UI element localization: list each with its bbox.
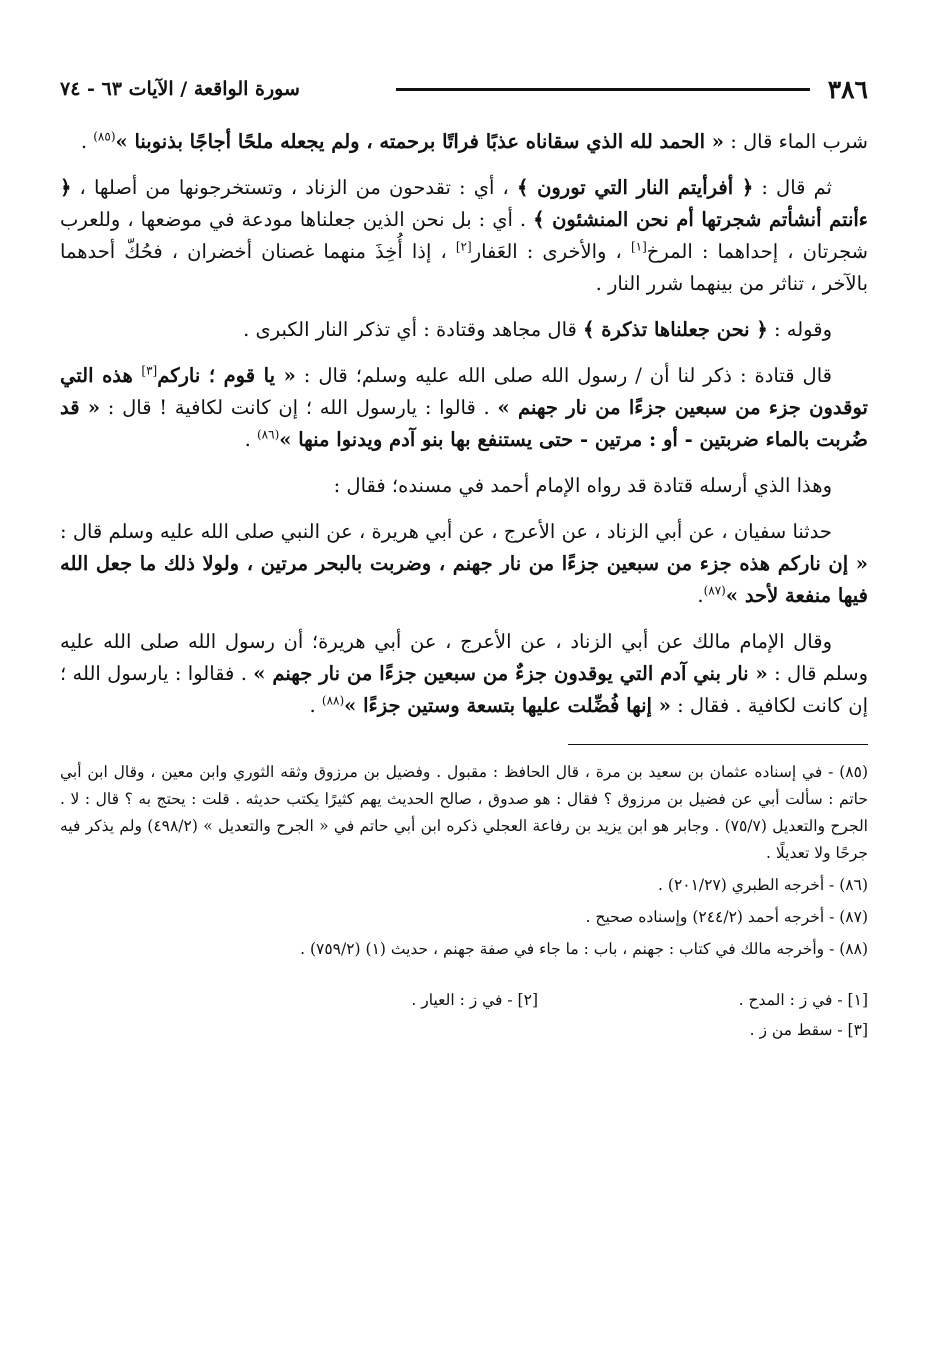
footnote-ref[interactable]: (٨٨) [321, 693, 345, 708]
header-rule [396, 88, 810, 91]
text-span: . [244, 428, 257, 451]
text-span: ثم قال : [753, 176, 832, 199]
text-span: وهذا الذي أرسله قتادة قد رواه الإمام أحمد في مسنده؛ فقال : [333, 474, 832, 497]
quran-quote: ﴿ نحن جعلناها تذكرة ﴾ [583, 318, 768, 341]
manuscript-variants [60, 985, 868, 1045]
text-span: ، والأخرى : العَفار [471, 240, 631, 263]
text-span: . قالوا : يارسول الله ؛ إن كانت لكافية ! قال : [100, 396, 498, 419]
paragraph-6 [60, 516, 868, 612]
footnote-ref[interactable]: (٨٥) [93, 129, 116, 144]
text-span: شرب الماء قال : [724, 130, 868, 153]
paragraph-4 [60, 360, 868, 456]
text-span: . فقالوا : يارسول الله ؛ إن كانت لكافية . فقال : [60, 662, 868, 717]
running-head: سورة الواقعة / الآيات ٦٣ - ٧٤ [60, 78, 300, 100]
quran-quote: ﴿ ءأنتم أنشأتم شجرتها أم نحن المنشئون ﴾ [60, 176, 868, 231]
text-span: ، إذا أُخِذَ منهما غصنان أخضران ، فحُكّ أحدهما بالآخر ، تناثر من بينهما شرر النار . [60, 240, 868, 295]
text-span: وقال الإمام مالك عن أبي الزناد ، عن الأعرج ، عن أبي هريرة؛ أن رسول الله صلى الله عليه وسلم قال : [60, 630, 868, 685]
hadith-quote: « نار بني آدم التي يوقدون جزءٌ من سبعين جزءًا من نار جهنم » [253, 662, 768, 685]
hadith-quote: « إن ناركم هذه جزء من سبعين جزءًا من نار جهنم ، وضربت بالبحر مرتين ، ولولا ذلك ما جعل الله فيها منفعة لأحد » [60, 552, 868, 607]
footnote-87: (٨٧) - أخرجه أحمد (٢٤٤/٢) وإسناده صحيح . [585, 908, 868, 926]
quran-quote: ﴿ أفرأيتم النار التي تورون ﴾ [516, 176, 754, 199]
variant-1: [١] - في ز : المدح . [738, 991, 868, 1009]
text-span: حدثنا سفيان ، عن أبي الزناد ، عن الأعرج ، عن أبي هريرة ، عن النبي صلى الله عليه وسلم قال : [60, 520, 832, 543]
text-span: . [80, 130, 94, 153]
variant-3: [٣] - سقط من ز . [749, 1021, 868, 1039]
text-span: قال مجاهد وقتادة : أي تذكر النار الكبرى . [243, 318, 584, 341]
paragraph-3 [60, 314, 868, 346]
text-span: ، أي : تقدحون من الزناد ، وتستخرجونها من أصلها ، [71, 176, 517, 199]
variant-ref[interactable]: [٢] [455, 239, 472, 254]
hadith-quote: هذه التي توقدون جزء من سبعين جزءًا من نار جهنم » [60, 364, 868, 419]
variant-ref[interactable]: [١] [630, 239, 647, 254]
page-header [60, 66, 868, 112]
hadith-quote: « الحمد لله الذي سقاناه عذبًا فراتًا برحمته ، ولم يجعله ملحًا أجاجًا بذنوبنا » [115, 130, 724, 153]
text-span: وقوله : [767, 318, 832, 341]
footnotes [60, 759, 868, 963]
hadith-quote: « يا قوم ؛ ناركم [157, 364, 296, 387]
variant-ref[interactable]: [٣] [141, 363, 158, 378]
footnote-85: (٨٥) - في إسناده عثمان بن سعيد بن مرة ، قال الحافظ : مقبول . وفضيل بن مرزوق وثقه الثوري وابن معين ، وقال ابن أبي حاتم : سألت أبي عن فضيل بن مرزوق ؟ فقال : هو صدوق ، صالح الحديث يهم كثيرًا يكتب حديثه . قلت : يحتج به ؟ قال : لا . الجرح والتعديل (٧٥/٧) . وجابر هو ابن يزيد بن رفاعة العجلي ذكره ابن أبي حاتم في « الجرح والتعديل » (٤٩٨/٢) ولم يذكر فيه جرحًا ولا تعديلًا . [60, 763, 868, 862]
text-span: . أي : بل نحن الذين جعلناها مودعة في موضعها ، وللعرب شجرتان ، إحداهما : المرخ [60, 208, 868, 263]
footnote-86: (٨٦) - أخرجه الطبري (٢٠١/٢٧) . [658, 876, 868, 894]
footnote-separator [568, 744, 868, 745]
hadith-quote: « قد ضُربت بالماء ضربتين - أو : مرتين - حتى يستنفع بها بنو آدم ويدنوا منها » [60, 396, 868, 451]
paragraph-7 [60, 626, 868, 722]
variant-2: [٢] - في ز : العيار . [411, 991, 538, 1009]
text-span: قال قتادة : ذكر لنا أن / رسول الله صلى الله عليه وسلم؛ قال : [295, 364, 832, 387]
paragraph-1 [60, 126, 868, 158]
footnote-ref[interactable]: (٨٦) [256, 427, 280, 442]
text-span: . [309, 694, 322, 717]
paragraph-2 [60, 172, 868, 300]
text-span: . [697, 584, 704, 607]
footnote-ref[interactable]: (٨٧) [703, 583, 726, 598]
paragraph-5 [60, 470, 868, 502]
main-text [60, 126, 868, 722]
page-number: ٣٨٦ [827, 74, 868, 104]
footnote-88: (٨٨) - وأخرجه مالك في كتاب : جهنم ، باب : ما جاء في صفة جهنم ، حديث (١) (٧٥٩/٢) . [300, 940, 868, 958]
variant-row [60, 985, 868, 1015]
hadith-quote: « إنها فُضِّلت عليها بتسعة وستين جزءًا » [344, 694, 671, 717]
variant-row [60, 1015, 868, 1045]
